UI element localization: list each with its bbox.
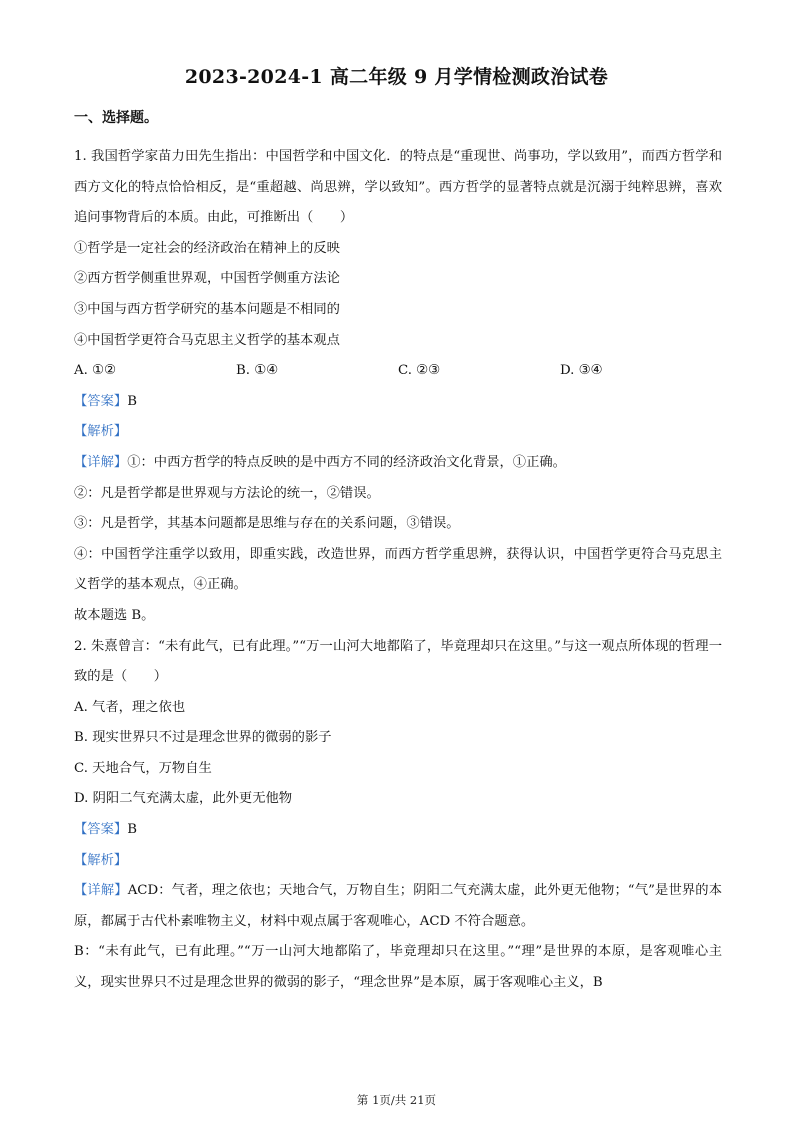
document-body	[74, 142, 722, 999]
analysis-tag: 【解析】	[74, 852, 128, 868]
option-d: D. 阴阳二气充满太虚，此外更无他物	[74, 791, 293, 807]
question-1-item: ③中国与西方哲学研究的基本问题是不相同的	[74, 301, 340, 317]
question-1-detail-line: ④：中国哲学注重学以致用，即重实践，改造世界，而西方哲学重思辨，获得认识，中国哲学更符合马克思主义哲学的基本观点，④正确。	[74, 546, 722, 593]
option-a: A. ①②	[74, 363, 116, 379]
option-a: A. 气者，理之依也	[74, 699, 186, 715]
question-1-detail-line: ②：凡是哲学都是世界观与方法论的统一，②错误。	[74, 485, 380, 501]
question-1-item: ②西方哲学侧重世界观，中国哲学侧重方法论	[74, 271, 340, 287]
option-b: B. 现实世界只不过是理念世界的微弱的影子	[74, 730, 332, 746]
answer-value: B	[127, 393, 137, 409]
question-2-analysis	[74, 846, 722, 877]
analysis-tag: 【解析】	[74, 424, 128, 440]
question-2-detail	[74, 876, 722, 937]
question-2-stem: 2. 朱熹曾言：“未有此气，已有此理。”“万一山河大地都陷了，毕竟理却只在这里。”与这一观点所体现的哲理一致的是（ ）	[74, 638, 722, 685]
detail-line: ACD：气者，理之依也；天地合气，万物自生；阴阳二气充满太虚，此外更无他物；“气”是世界的本原，都属于古代朴素唯物主义，材料中观点属于客观唯心，ACD 不符合题意。	[74, 883, 722, 929]
page-footer: 第 1页/共 21页	[356, 1093, 437, 1107]
option-c: C. 天地合气，万物自生	[74, 760, 212, 776]
section-heading: 一、选择题。	[74, 110, 158, 126]
option-d: D. ③④	[560, 363, 603, 379]
question-1-detail	[74, 448, 722, 479]
question-1-item: ④中国哲学更符合马克思主义哲学的基本观点	[74, 332, 340, 348]
question-2-detail-line: B：“未有此气，已有此理。”“万一山河大地都陷了，毕竟理却只在这里。”“理”是世界的本原，是客观唯心主义，现实世界只不过是理念世界的微弱的影子，“理念世界”是本原，属于客观唯心主义，B	[74, 944, 722, 991]
question-1-conclusion: 故本题选 B。	[74, 607, 155, 623]
answer-tag: 【答案】	[74, 822, 128, 838]
question-1-options	[74, 356, 722, 387]
detail-tag: 【详解】	[74, 883, 128, 899]
question-1-analysis	[74, 417, 722, 448]
question-2-answer	[74, 815, 722, 846]
answer-tag: 【答案】	[74, 393, 128, 409]
question-1-stem: 1. 我国哲学家苗力田先生指出：中国哲学和中国文化．的特点是“重现世、尚事功，学以致用”，而西方哲学和西方文化的特点恰恰相反，是“重超越、尚思辨，学以致知”。西方哲学的显著特点就是沉溺于纯粹思辨，喜欢追问事物背后的本质。由此，可推断出（ ）	[74, 149, 722, 226]
question-1-detail-line: ③：凡是哲学，其基本问题都是思维与存在的关系问题，③错误。	[74, 516, 460, 532]
page-title: 2023-2024-1 高二年级 9 月学情检测政治试卷	[184, 66, 609, 88]
question-1-answer	[74, 387, 722, 418]
option-c: C. ②③	[398, 363, 440, 379]
detail-tag: 【详解】	[74, 454, 128, 470]
answer-value: B	[127, 822, 137, 838]
question-1-item: ①哲学是一定社会的经济政治在精神上的反映	[74, 240, 340, 256]
detail-line: ①：中西方哲学的特点反映的是中西方不同的经济政治文化背景，①正确。	[127, 454, 566, 470]
option-b: B. ①④	[236, 363, 279, 379]
